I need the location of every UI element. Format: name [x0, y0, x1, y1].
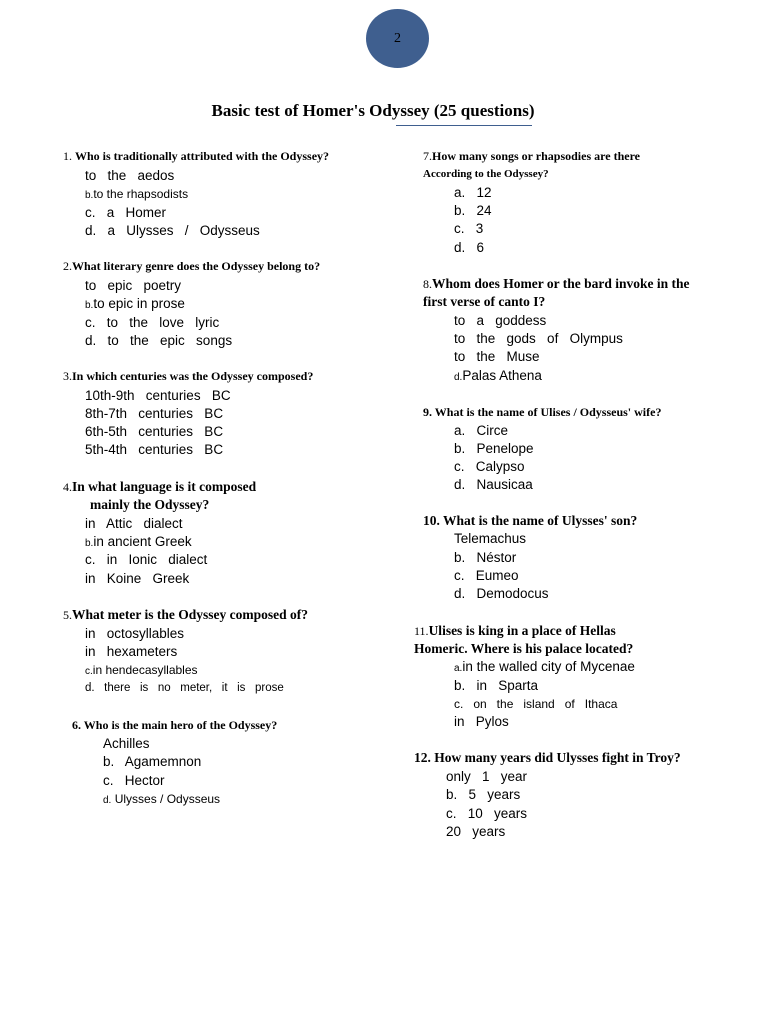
q7-option-d: d. 6	[454, 240, 485, 255]
q1-option-b: b.to the rhapsodists	[85, 187, 189, 201]
q9-option-b: b. Penelope	[454, 441, 534, 456]
question-7: 7.How many songs or rhapsodies are there	[423, 149, 641, 163]
q2-option-b: b.to epic in prose	[85, 296, 185, 311]
q7-option-a: a. 12	[454, 185, 492, 200]
q1-option-a: to the aedos	[85, 168, 175, 183]
question-11-line2: Homeric. Where is his palace located?	[414, 641, 634, 656]
question-4-line2: mainly the Odyssey?	[90, 497, 210, 512]
q6-option-a: Achilles	[103, 736, 150, 751]
q3-option-a: 10th-9th centuries BC	[85, 388, 231, 403]
q9-option-d: d. Nausicaa	[454, 477, 533, 492]
q11-option-b: b. in Sparta	[454, 678, 539, 693]
q5-option-a: in octosyllables	[85, 626, 185, 641]
q2-option-c: c. to the love lyric	[85, 315, 220, 330]
q2-option-a: to epic poetry	[85, 278, 182, 293]
q5-option-d: d. there is no meter, it is prose	[85, 682, 284, 694]
question-11: 11.Ulises is king in a place of Hellas	[414, 623, 616, 638]
q1-option-c: c. a Homer	[85, 205, 167, 220]
question-2: 2.What literary genre does the Odyssey belong to?	[63, 259, 321, 273]
q5-option-b: in hexameters	[85, 644, 178, 659]
question-7-line2: According to the Odyssey?	[423, 168, 549, 180]
q8-option-c: to the Muse	[454, 349, 540, 364]
q2-option-d: d. to the epic songs	[85, 333, 233, 348]
title-underline	[396, 125, 532, 126]
q6-option-d: d. Ulysses / Odysseus	[103, 792, 221, 806]
question-1: 1. Who is traditionally attributed with the Odyssey?	[63, 149, 330, 163]
q6-option-c: c. Hector	[103, 773, 165, 788]
q3-option-c: 6th-5th centuries BC	[85, 424, 224, 439]
q1-option-d: d. a Ulysses / Odysseus	[85, 223, 260, 238]
question-4: 4.In what language is it composed	[63, 479, 257, 494]
q11-option-a: a.in the walled city of Mycenae	[454, 659, 635, 674]
page-number: 2	[394, 30, 401, 46]
q4-option-c: c. in Ionic dialect	[85, 552, 208, 567]
page-number-badge	[366, 9, 429, 68]
question-10: 10. What is the name of Ulysses' son?	[423, 513, 638, 528]
question-6: 6. Who is the main hero of the Odyssey?	[72, 718, 278, 732]
q8-option-d: d.Palas Athena	[454, 368, 542, 383]
q3-option-d: 5th-4th centuries BC	[85, 442, 224, 457]
q7-option-b: b. 24	[454, 203, 492, 218]
page-title: Basic test of Homer's Odyssey (25 questions)	[211, 101, 535, 120]
question-8: 8.Whom does Homer or the bard invoke in the	[423, 276, 690, 291]
question-8-line2: first verse of canto I?	[423, 294, 546, 309]
q5-option-c: c.in hendecasyllables	[85, 663, 198, 677]
q10-option-b: b. Néstor	[454, 550, 517, 565]
q10-option-a: Telemachus	[454, 531, 527, 546]
q10-option-c: c. Eumeo	[454, 568, 519, 583]
question-9: 9. What is the name of Ulises / Odysseus' wife?	[423, 405, 662, 419]
q4-option-a: in Attic dialect	[85, 516, 183, 531]
q10-option-d: d. Demodocus	[454, 586, 549, 601]
q4-option-b: b.in ancient Greek	[85, 534, 192, 549]
q3-option-b: 8th-7th centuries BC	[85, 406, 224, 421]
question-5: 5.What meter is the Odyssey composed of?	[63, 607, 308, 622]
q12-option-b: b. 5 years	[446, 787, 521, 802]
q8-option-a: to a goddess	[454, 313, 547, 328]
q12-option-c: c. 10 years	[446, 806, 528, 821]
q8-option-b: to the gods of Olympus	[454, 331, 623, 346]
question-12: 12. How many years did Ulysses fight in Troy?	[414, 750, 681, 765]
q11-option-d: in Pylos	[454, 714, 509, 729]
q12-option-d: 20 years	[446, 824, 506, 839]
question-3: 3.In which centuries was the Odyssey composed?	[63, 369, 314, 383]
q4-option-d: in Koine Greek	[85, 571, 190, 586]
q9-option-c: c. Calypso	[454, 459, 525, 474]
q11-option-c: c. on the island of Ithaca	[454, 697, 618, 711]
q9-option-a: a. Circe	[454, 423, 509, 438]
q6-option-b: b. Agamemnon	[103, 754, 202, 769]
q12-option-a: only 1 year	[446, 769, 528, 784]
q7-option-c: c. 3	[454, 221, 484, 236]
